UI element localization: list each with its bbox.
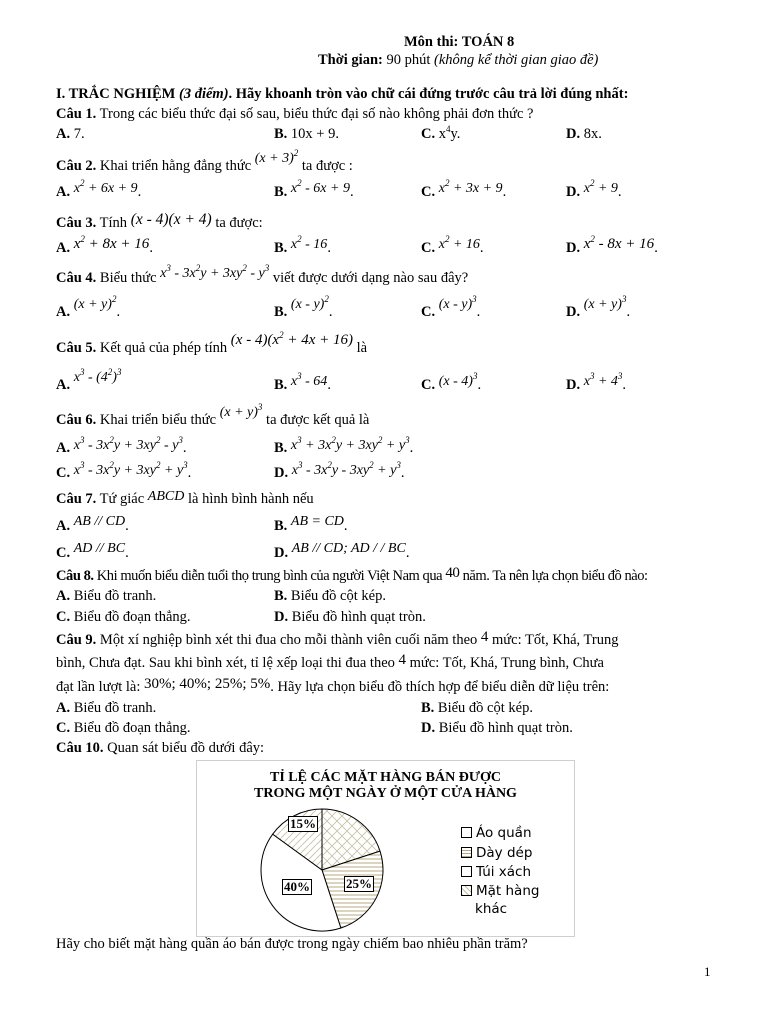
q9-option-c[interactable]: C. Biểu đồ đoạn thẳng. xyxy=(56,720,191,736)
question-4: Câu 4. Biểu thức $x^3 - 3x^2y + 3xy^2 - y^3$ viết được dưới dạng nào sau đây? xyxy=(56,263,469,286)
page-number: 1 xyxy=(704,964,711,979)
q4-option-a[interactable]: A. $(x + y)^2$. xyxy=(56,294,121,320)
pie-chart xyxy=(196,760,575,937)
subject-line: Môn thi: TOÁN 8 xyxy=(404,34,515,50)
legend-item-mat-hang-khac: Mặt hàng xyxy=(461,883,539,899)
legend-item-khac-line: khác xyxy=(475,901,508,917)
q4-option-d[interactable]: D. $(x + y)^3$. xyxy=(566,294,631,320)
q5-option-d[interactable]: D. $x^3 + 4^3$. xyxy=(566,371,627,393)
q1-option-d[interactable]: D. 8x. xyxy=(566,126,602,142)
q4-option-b[interactable]: B. (x - y)$^2$. xyxy=(274,294,333,320)
q2-option-d[interactable]: D. $x^2 + 9$. xyxy=(566,178,622,200)
q1-option-c[interactable]: C. $x^4y$. xyxy=(421,124,461,142)
q8-option-a[interactable]: A. Biểu đồ tranh. xyxy=(56,588,157,604)
q2-option-a[interactable]: A. $x^2 + 6x + 9$. xyxy=(56,178,142,200)
q2-option-c[interactable]: C. $x^2 + 3x + 9$. xyxy=(421,178,507,200)
q8-option-b[interactable]: B. Biểu đồ cột kép. xyxy=(274,588,386,604)
data-label-15: 15% xyxy=(290,816,316,831)
q5-option-a[interactable]: A. $x^3 - (4^2)^3$ xyxy=(56,367,122,393)
legend-swatch-mat-hang-khac xyxy=(461,885,472,896)
data-label-25: 25% xyxy=(346,876,372,891)
q5-option-b[interactable]: B. $x^3 - 64$. xyxy=(274,371,331,393)
legend-swatch-day-dep xyxy=(461,847,472,858)
q9-option-b[interactable]: B. Biểu đồ cột kép. xyxy=(421,700,533,716)
q8-option-d[interactable]: D. Biểu đồ hình quạt tròn. xyxy=(274,609,426,625)
q3-option-d[interactable]: D. $x^2 - 8x + 16$. xyxy=(566,234,658,256)
q3-expression: (x - 4)(x + 4) xyxy=(130,211,212,228)
q7-option-d[interactable]: D. AB // CD; AD / / BC. xyxy=(274,541,410,561)
q5-option-c[interactable]: C. (x - 4)$^3$. xyxy=(421,371,482,393)
q9-option-a[interactable]: A. Biểu đồ tranh. xyxy=(56,700,157,716)
q2-option-b[interactable]: B. $x^2 - 6x + 9$. xyxy=(274,178,354,200)
time-line: Thời gian: 90 phút (không kể thời gian giao đề) xyxy=(318,52,599,68)
question-5: Câu 5. Kết quả của phép tính $(x - 4)(x^2 + 4x + 16)$ là xyxy=(56,330,368,356)
legend-item-tui-xach: Túi xách xyxy=(461,864,531,880)
q4-expression: $x^3 - 3x^2y + 3xy^2 - y^3$ xyxy=(160,263,270,281)
q6-option-d[interactable]: D. $x^3 - 3x^2y - 3xy^2 + y^3$. xyxy=(274,460,405,481)
q6-option-b[interactable]: B. $x^3 + 3x^2y + 3xy^2 + y^3$. xyxy=(274,435,414,456)
question-10: Câu 10. Quan sát biểu đồ dưới đây: xyxy=(56,740,265,756)
q6-option-a[interactable]: A. $x^3 - 3x^2y + 3xy^2 - y^3$. xyxy=(56,435,187,456)
q3-option-c[interactable]: C. $x^2 + 16$. xyxy=(421,234,484,256)
legend-swatch-ao-quan xyxy=(461,827,472,838)
question-9-line-3: đạt lần lượt là: 30%; 40%; 25%; 5%. Hãy lựa chọn biểu đồ thích hợp để biểu diễn dữ liệu trên: xyxy=(56,676,610,695)
data-label-40: 40% xyxy=(284,879,310,894)
chart-subtitle: TRONG MỘT NGÀY Ở MỘT CỬA HÀNG xyxy=(254,786,517,801)
q6-expression: $(x + y)^3$ xyxy=(219,402,263,420)
question-3: Câu 3. Tính (x - 4)(x + 4) ta được: xyxy=(56,211,263,231)
question-10-prompt: Hãy cho biết mặt hàng quần áo bán được trong ngày chiếm bao nhiêu phần trăm? xyxy=(56,936,528,952)
section-title: I. TRẮC NGHIỆM (3 điểm). Hãy khoanh tròn vào chữ cái đứng trước câu trả lời đúng nhất: xyxy=(56,86,629,102)
legend-item-day-dep: Dày dép xyxy=(461,845,532,861)
chart-title: TỈ LỆ CÁC MẶT HÀNG BÁN ĐƯỢC xyxy=(269,770,501,785)
question-8: Câu 8. Khi muốn biểu diễn tuổi thọ trung bình của người Việt Nam qua 40 năm. Ta nên lựa chọn biểu đồ nào: xyxy=(56,565,648,584)
q7-option-a[interactable]: A. AB // CD. xyxy=(56,514,129,534)
question-1: Câu 1. Trong các biểu thức đại số sau, biểu thức đại số nào không phải đơn thức ? xyxy=(56,106,534,122)
question-6: Câu 6. Khai triển biểu thức $(x + y)^3$ ta được kết quả là xyxy=(56,402,370,428)
q5-expression: $(x - 4)(x^2 + 4x + 16)$ xyxy=(230,330,353,348)
legend-item-ao-quan: Áo quần xyxy=(461,825,532,841)
q3-option-a[interactable]: A. $x^2 + 8x + 16$. xyxy=(56,234,153,256)
q9-option-d[interactable]: D. Biểu đồ hình quạt tròn. xyxy=(421,720,573,736)
question-7: Câu 7. Tứ giác ABCD là hình bình hành nếu xyxy=(56,489,314,507)
q1-option-b[interactable]: B. 10x + 9. xyxy=(274,126,339,142)
legend-swatch-tui-xach xyxy=(461,866,472,877)
q1-option-a[interactable]: A. 7. xyxy=(56,126,85,142)
q6-option-c[interactable]: C. $x^3 - 3x^2y + 3xy^2 + y^3$. xyxy=(56,460,192,481)
question-9-line-1: Câu 9. Một xí nghiệp bình xét thi đua cho mỗi thành viên cuối năm theo 4 mức: Tốt, Khá, Trung xyxy=(56,629,619,648)
question-2: Câu 2. Khai triển hằng đẳng thức $(x + 3)^2$ ta được : xyxy=(56,148,353,174)
q2-expression: $(x + 3)^2$ xyxy=(254,148,299,166)
q7-option-b[interactable]: B. AB = CD. xyxy=(274,514,348,534)
q7-option-c[interactable]: C. AD // BC. xyxy=(56,541,129,561)
q4-option-c[interactable]: C. (x - y)$^3$. xyxy=(421,294,481,320)
q8-option-c[interactable]: C. Biểu đồ đoạn thẳng. xyxy=(56,609,191,625)
q3-option-b[interactable]: B. $x^2 - 16$. xyxy=(274,234,331,256)
question-9-line-2: bình, Chưa đạt. Sau khi bình xét, tỉ lệ xếp loại thi đua theo 4 mức: Tốt, Khá, Trung bình, Chưa xyxy=(56,652,604,671)
